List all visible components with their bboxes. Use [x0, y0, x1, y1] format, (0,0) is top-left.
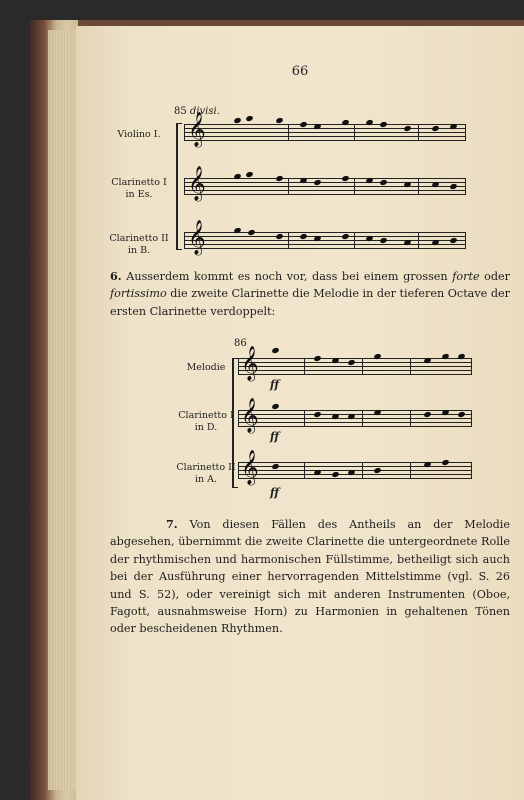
dynamic-marking: ff	[270, 378, 280, 391]
staff-label-clarinetto-2-b: Clarinetto II in B.	[109, 233, 169, 256]
paragraph-text: oder	[479, 270, 511, 283]
staff-label-clarinetto-2-a: Clarinetto II in A.	[176, 462, 236, 485]
paragraph-text: Von diesen Fällen des Antheils an der Melodie abgesehen, übernimmt die zweite Clarinette die untergeordnete Rolle der rhythmischen und harmonischen Füllstimme, betheiligt sich auch bei der Ausführung einer hervorragenden Mittelstimme (vgl. S. 26 und S. 52), oder vereinigt sich mit anderen Instrumenten (Oboe, Fagott, ausnahmsweise Horn) zu Harmonien in gehaltenen Tönen oder bescheidenen Rhythmen.	[110, 518, 510, 636]
staff-clarinetto-1-d	[238, 398, 472, 433]
divisi-marking: divisi.	[189, 106, 220, 117]
measure-number: 86	[234, 338, 247, 349]
staff-clarinetto-2-a	[238, 450, 472, 485]
paragraph-number: 6.	[110, 269, 122, 283]
staff-label-clarinetto-1-es: Clarinetto I in Es.	[111, 177, 167, 200]
paragraph-7	[110, 516, 510, 638]
treble-clef-icon: 𝄞	[188, 166, 206, 201]
staff-violino	[184, 112, 466, 147]
paragraph-text: die zweite Clarinette die Melodie in der tieferen Octave der ersten Clarinette verdoppelt:	[110, 287, 510, 318]
staff-label-melodie: Melodie	[186, 362, 226, 373]
treble-clef-icon: 𝄞	[241, 450, 259, 485]
treble-clef-icon: 𝄞	[188, 220, 206, 255]
page-edges	[48, 30, 76, 790]
paragraph-text: Ausserdem kommt es noch vor, dass bei einem grossen	[126, 270, 453, 283]
staff-clarinetto-1	[184, 166, 466, 201]
staff-clarinetto-2	[184, 220, 466, 255]
treble-clef-icon: 𝄞	[241, 346, 259, 381]
staff-label-violino: Violino I.	[117, 129, 161, 140]
treble-clef-icon: 𝄞	[241, 398, 259, 433]
measure-number-value: 85	[174, 106, 187, 117]
dynamic-marking: ff	[270, 430, 280, 443]
brace-icon	[176, 123, 182, 250]
paragraph-italic: fortissimo	[110, 287, 167, 301]
staff-melodie	[238, 346, 472, 381]
staff-label-clarinetto-1-d: Clarinetto I in D.	[178, 410, 234, 433]
dynamic-marking: ff	[270, 486, 280, 499]
page	[76, 26, 524, 800]
paragraph-6	[110, 268, 510, 320]
treble-clef-icon: 𝄞	[188, 112, 206, 147]
paragraph-number: 7.	[166, 517, 178, 531]
paragraph-italic: forte	[452, 270, 480, 283]
page-number: 66	[291, 64, 309, 79]
